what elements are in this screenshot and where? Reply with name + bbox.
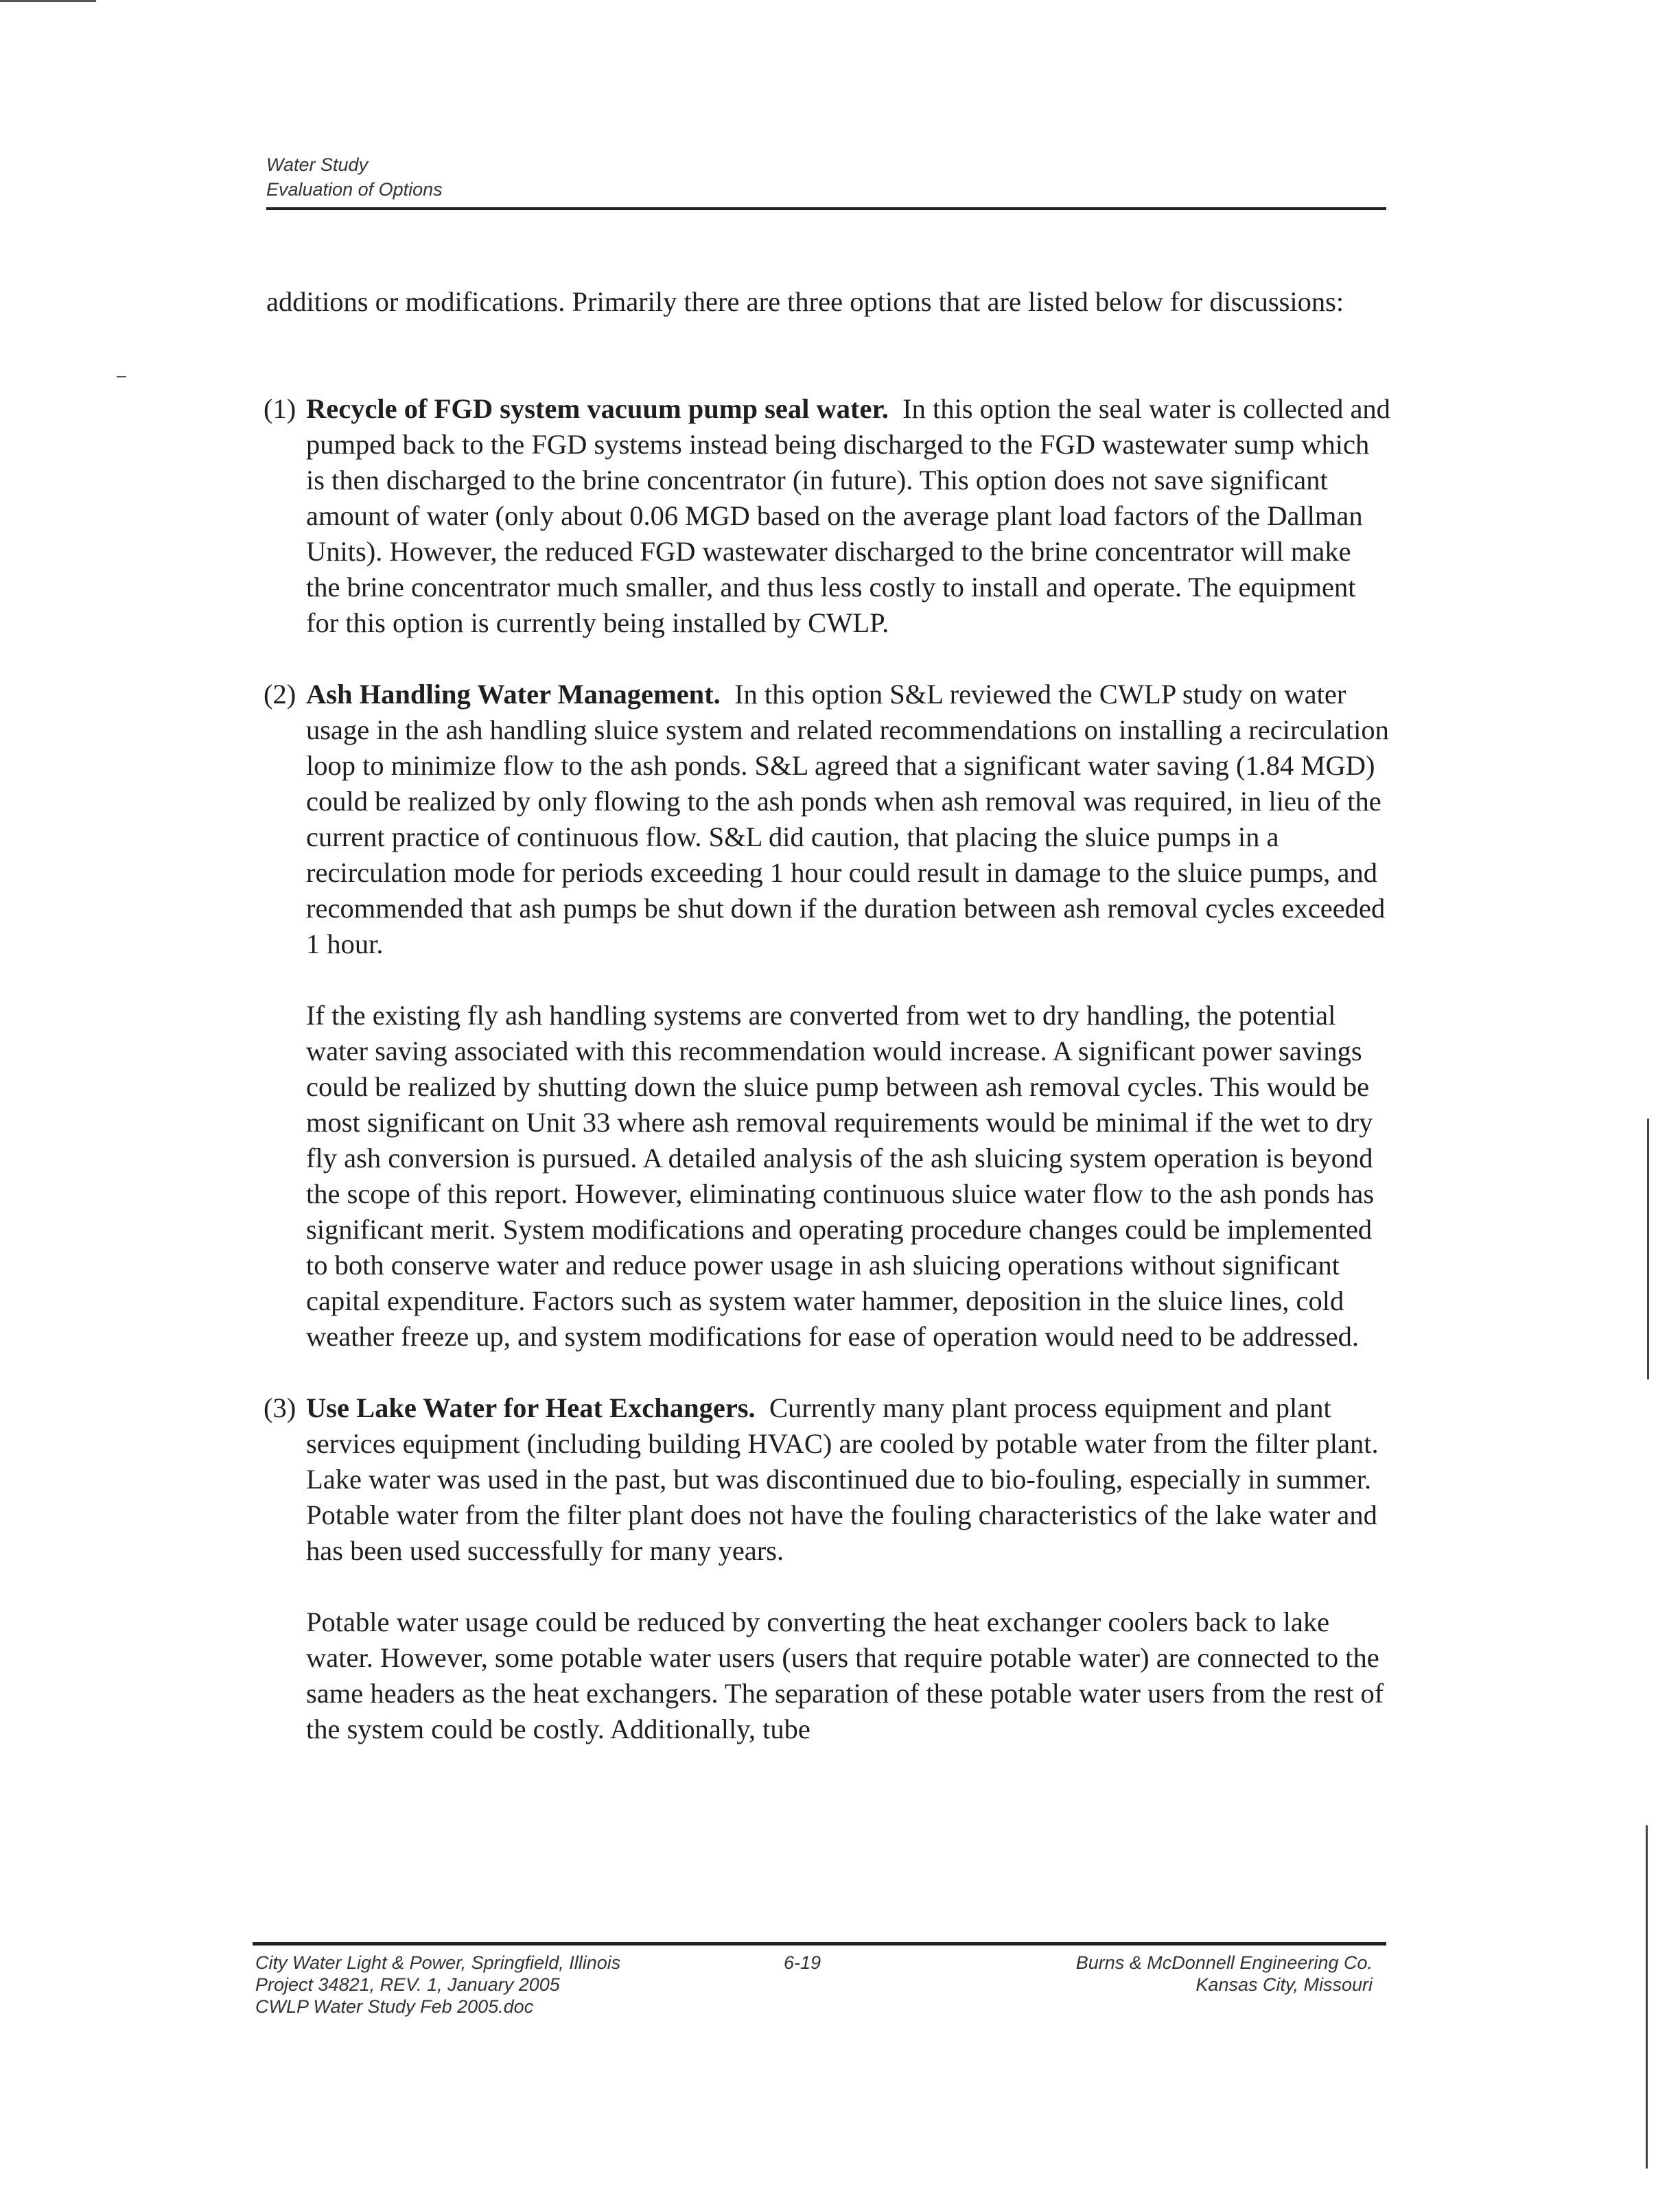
running-header xyxy=(266,152,1386,202)
option-text: In this option the seal water is collected and pumped back to the FGD systems instead being discharged to the FGD wastewater sump which is then discharged to the brine concentrator (in future). This option does not save significant amount of water (only about 0.06 MGD based on the average plant load factors of the Dallman Units). However, the reduced FGD wastewater discharged to the brine concentrator will make the brine concentrator much smaller, and thus less costly to install and operate. The equipment for this option is currently being installed by CWLP. xyxy=(306,393,1390,638)
intro-paragraph: additions or modifications. Primarily there are three options that are listed below for discussions: xyxy=(266,286,1344,317)
option-subparagraph: If the existing fly ash handling systems are converted from wet to dry handling, the potential water saving associated with this recommendation would increase. A significant power savings could be realized by shutting down the sluice pump between ash removal cycles. This would be most significant on Unit 33 where ash removal requirements would be minimal if the wet to dry fly ash conversion is pursued. A detailed analysis of the ash sluicing system operation is beyond the scope of this report. However, eliminating continuous sluice water flow to the ash ponds has significant merit. System modifications and operating procedure changes could be implemented to both conserve water and reduce power usage in ash sluicing operations without significant capital expenditure. Factors such as system water hammer, deposition in the sluice lines, cold weather freeze up, and system modifications for ease of operation would need to be addressed. xyxy=(306,1000,1375,1352)
header-rule xyxy=(266,207,1386,210)
option-2 xyxy=(266,677,1392,1355)
option-paragraph xyxy=(306,391,1392,641)
scan-mark-top-left xyxy=(0,0,96,2)
option-title: Ash Handling Water Management. xyxy=(306,679,721,710)
option-subparagraph: Potable water usage could be reduced by converting the heat exchanger coolers back to lake water. However, some potable water users (users that require potable water) are connected to the same headers as the heat exchangers. The separation of these potable water users from the rest of the system could be costly. Additionally, tube xyxy=(306,1606,1384,1744)
option-text: In this option S&L reviewed the CWLP study on water usage in the ash handling sluice system and related recommendations on installing a recirculation loop to minimize flow to the ash ponds. S&L agreed that a significant water saving (1.84 MGD) could be realized by only flowing to the ash ponds when ash removal was required, in lieu of the current practice of continuous flow. S&L did caution, that placing the sluice pumps in a recirculation mode for periods exceeding 1 hour could result in damage to the sluice pumps, and recommended that ash pumps be shut down if the duration between ash removal cycles exceeded 1 hour. xyxy=(306,679,1389,959)
footer-left xyxy=(255,1952,620,2018)
option-1 xyxy=(266,391,1392,641)
option-number: (2) xyxy=(264,679,296,710)
option-title: Recycle of FGD system vacuum pump seal water. xyxy=(306,393,889,424)
header-subtitle: Evaluation of Options xyxy=(266,179,443,200)
option-number: (3) xyxy=(264,1392,296,1423)
option-3 xyxy=(266,1390,1392,1747)
option-text: Currently many plant process equipment and plant services equipment (including building HVAC) are cooled by potable water from the filter plant. Lake water was used in the past, but was discontinued due to bio-fouling, especially in summer. Potable water from the filter plant does not have the fouling characteristics of the lake water and has been used successfully for many years. xyxy=(306,1392,1379,1566)
footer-client: City Water Light & Power, Springfield, Illinois xyxy=(255,1952,621,1973)
option-paragraph xyxy=(306,1390,1392,1569)
scan-margin-bar-right-lower xyxy=(1646,1825,1648,2169)
scan-margin-bar-right xyxy=(1647,1119,1649,1379)
option-number: (1) xyxy=(264,393,296,424)
document-body xyxy=(266,284,1392,1783)
header-title: Water Study xyxy=(266,154,369,175)
footer-rule xyxy=(253,1942,1386,1946)
option-paragraph xyxy=(306,677,1392,962)
scan-mark-margin xyxy=(117,376,126,377)
page-number: 6-19 xyxy=(784,1952,821,1973)
footer-location: Kansas City, Missouri xyxy=(1195,1974,1373,1995)
option-title: Use Lake Water for Heat Exchangers. xyxy=(306,1392,756,1423)
footer-page-number xyxy=(784,1952,894,1974)
footer-project: Project 34821, REV. 1, January 2005 xyxy=(255,1974,560,1995)
footer-filename: CWLP Water Study Feb 2005.doc xyxy=(255,1996,534,2017)
footer-firm: Burns & McDonnell Engineering Co. xyxy=(1075,1952,1373,1973)
footer-right xyxy=(961,1952,1373,1996)
